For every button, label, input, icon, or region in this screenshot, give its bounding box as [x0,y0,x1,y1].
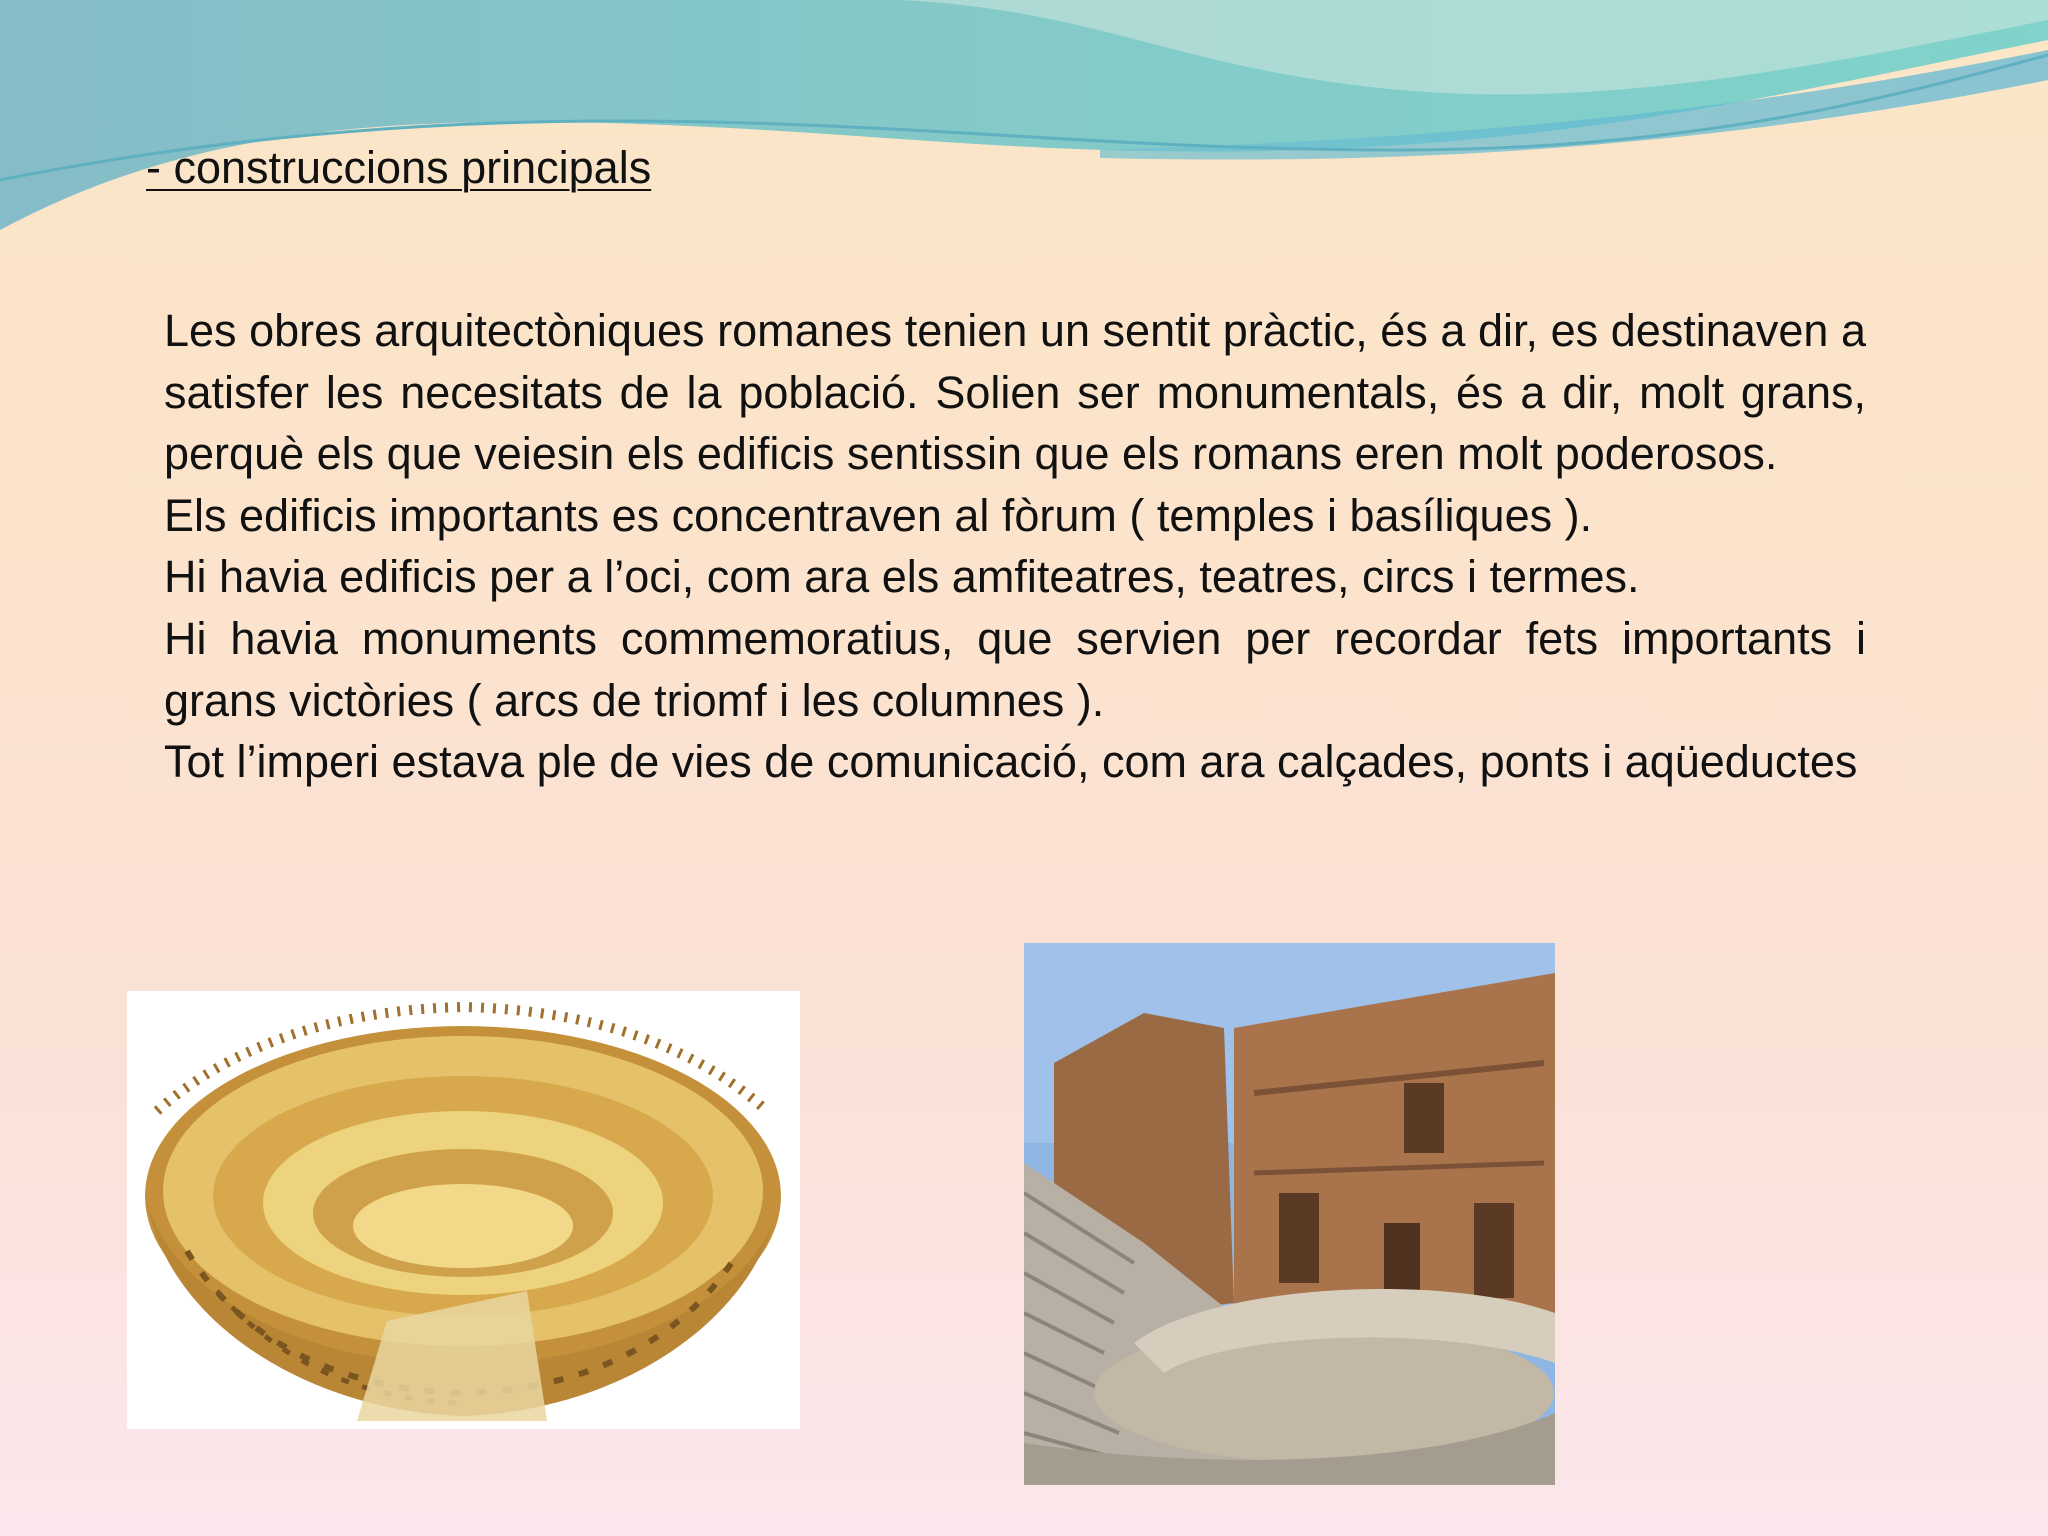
decorative-wave-header [0,0,2048,240]
paragraph: Les obres arquitectòniques romanes tenien un sentit pràctic, és a dir, es destinaven a satisfer les necesitats de la població. Solien ser monumentals, és a dir, molt grans, perquè els que veiesin els edificis sentissin que els romans eren molt poderosos. [164,305,1866,480]
paragraph: Els edificis importants es concentraven al fòrum ( temples i basíliques ). [164,489,1593,541]
slide-heading: - construccions principals [146,142,652,193]
roman-theatre-image [1024,943,1555,1485]
roman-theatre-photo-icon [1024,943,1555,1485]
body-text [164,300,1866,793]
colosseum-illustration-icon [127,991,800,1429]
paragraph: Tot l’imperi estava ple de vies de comunicació, com ara calçades, ponts i aqüeductes [164,736,1858,788]
paragraph: Hi havia edificis per a l’oci, com ara els amfiteatres, teatres, circs i termes. [164,551,1640,603]
paragraph: Hi havia monuments commemoratius, que servien per recordar fets importants i grans victòries ( arcs de triomf i les columnes ). [164,612,1866,726]
colosseum-image [127,991,800,1429]
